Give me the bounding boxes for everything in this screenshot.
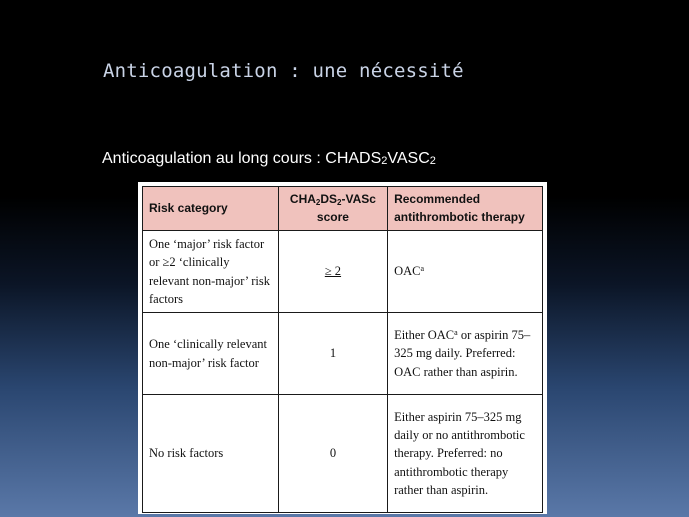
row2-score: 1 (278, 313, 387, 395)
row1-category: One ‘major’ risk factor or ≥2 ‘clinically relevant non-major’ risk factors (143, 231, 279, 313)
table-row (143, 313, 543, 395)
row1-therapy-sup: a (420, 264, 425, 274)
header-score-part3: -VASc score (316, 192, 376, 224)
row3-therapy: Either aspirin 75–325 mg daily or no antithrombotic therapy. Preferred: no antithrombotic therapy rather than aspirin. (388, 395, 543, 513)
row1-therapy (388, 231, 543, 313)
row2-therapy-sup: a (454, 328, 458, 338)
row1-score-value: ≥ 2 (324, 264, 342, 279)
header-score-sub2: 2 (337, 198, 342, 207)
header-score-sub1: 2 (315, 198, 321, 207)
header-score-part2: DS (320, 192, 338, 206)
table-row (143, 231, 543, 313)
row1-score (278, 231, 387, 313)
risk-table-frame (138, 182, 547, 514)
risk-table (142, 186, 543, 513)
slide-title: Anticoagulation : une nécessité (103, 60, 464, 82)
row3-category: No risk factors (143, 395, 279, 513)
row2-therapy-part2: or aspirin 75–325 mg daily. Preferred: OAC rather than aspirin. (394, 328, 531, 379)
subtitle-prefix: Anticoagulation au long cours : CHADS (102, 150, 382, 167)
header-score-part1: CHA (289, 192, 316, 206)
subtitle-sub-1: 2 (381, 155, 388, 167)
row2-therapy-part1: Either OAC (394, 328, 455, 343)
subtitle-mid: VASC (387, 150, 430, 167)
table-header-row (143, 187, 543, 231)
row2-therapy (388, 313, 543, 395)
header-score (278, 187, 387, 231)
table-row (143, 395, 543, 513)
slide-subtitle (102, 150, 436, 168)
row3-score: 0 (278, 395, 387, 513)
subtitle-sub-2: 2 (429, 155, 436, 167)
header-risk-category: Risk category (143, 187, 279, 231)
header-therapy: Recommended antithrombotic therapy (388, 187, 543, 231)
row1-therapy-text: OAC (394, 264, 421, 279)
row2-category: One ‘clinically relevant non-major’ risk factor (143, 313, 279, 395)
